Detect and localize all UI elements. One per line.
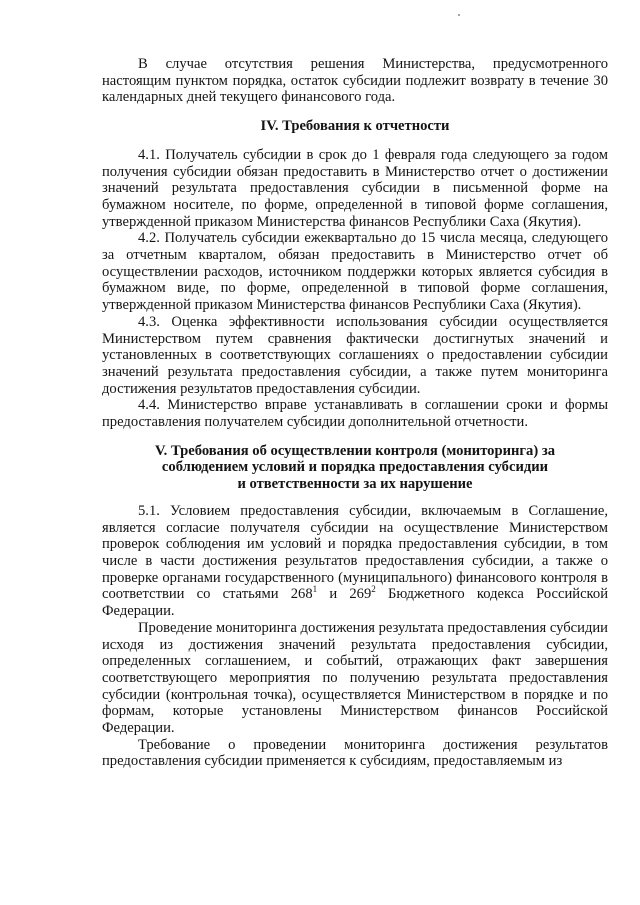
article-268-superscript: 1	[312, 584, 318, 595]
paragraph-5-1-text: 5.1. Условием предоставления субсидии, включаемым в Соглашение, является согласие получателя субсидии на осуществление Министерством проверок соблюдения им условий и порядка предоставления субсидии, в том числе в части достижения результатов предоставления субсидии, а также о проверке органами государственного (муниципального) финансового контроля в соответствии со статьями 268	[102, 502, 608, 603]
section-5-heading-line-1: V. Требования об осуществлении контроля (мониторинга) за	[154, 442, 555, 459]
paragraph-4-2: 4.2. Получатель субсидии ежеквартально до 15 числа месяца, следующего за отчетным кварталом, обязан предоставить в Министерство отчет об осуществлении расходов, источником поддержки которых является субсидия в бумажном виде, по форме, определенной в типовой форме соглашения, утвержденной приказом Министерства финансов Республики Саха (Якутия).	[102, 230, 608, 314]
article-269-superscript: 2	[371, 584, 376, 595]
monitoring-paragraph: Проведение мониторинга достижения результата предоставления субсидии исходя из достижения значений результата предоставления субсидии, определенных соглашением, и событий, отражающих факт завершения соответствующего мероприятия по получению результата предоставления субсидии (контрольная точка), осуществляется Министерством в порядке и по формам, которые установлены Министерством финансов Российской Федерации.	[102, 619, 608, 737]
paragraph-5-1-mid: и 269	[317, 586, 372, 603]
paragraph-4-3: 4.3. Оценка эффективности использования субсидии осуществляется Министерством путем сравнения фактически достигнутых значений и установленных в соответствующих соглашениях о предоставлении субсидии значений результата предоставления субсидии, а также путем мониторинга достижения результатов предоставления субсидии.	[102, 313, 608, 397]
intro-paragraph: В случае отсутствия решения Министерства, предусмотренного настоящим пунктом порядка, остаток субсидии подлежит возврату в течение 30 календарных дней текущего финансового года.	[102, 56, 608, 106]
section-5-heading-line-2: соблюдением условий и порядка предоставления субсидии	[161, 459, 549, 476]
paragraph-5-1-end: Бюджетного кодекса Российской Федерации.	[102, 586, 609, 620]
section-4-heading: IV. Требования к отчетности	[260, 118, 450, 135]
paragraph-5-1	[102, 503, 608, 620]
requirement-paragraph: Требование о проведении мониторинга достижения результатов предоставления субсидии применяется к субсидиям, предоставляемым из	[102, 736, 608, 770]
paragraph-4-4: 4.4. Министерство вправе устанавливать в соглашении сроки и формы предоставления получателем субсидии дополнительной отчетности.	[102, 397, 608, 431]
scan-speck	[458, 14, 460, 16]
document-body	[102, 56, 608, 770]
paragraph-4-1: 4.1. Получатель субсидии в срок до 1 февраля года следующего за годом получения субсидии обязан предоставить в Министерство отчет о достижении значений результата предоставления субсидии в письменной форме на бумажном носителе, по форме, определенной в типовой форме соглашения, утвержденной приказом Министерства финансов Республики Саха (Якутия).	[102, 146, 608, 230]
section-5-heading-line-3: и ответственности за их нарушение	[237, 476, 473, 493]
section-5-heading	[102, 443, 608, 493]
